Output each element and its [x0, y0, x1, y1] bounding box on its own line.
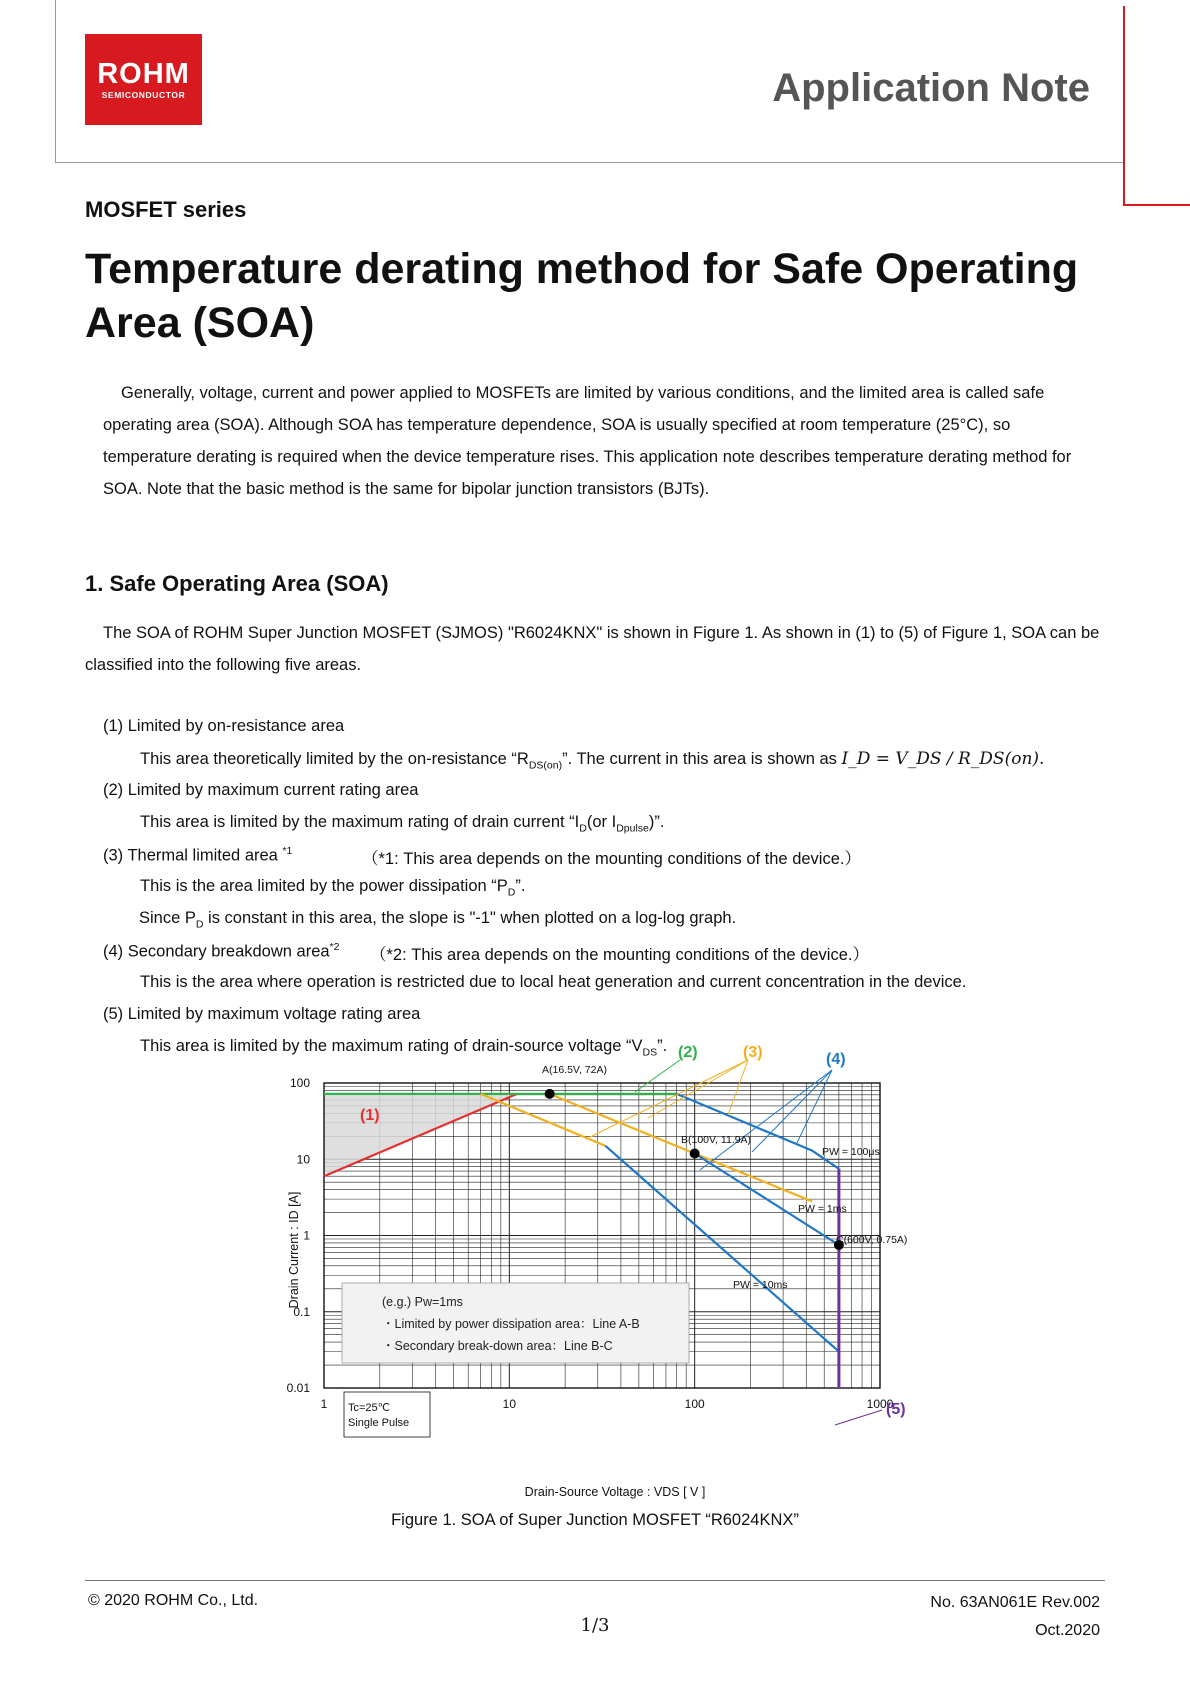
region-label-4: (4) — [826, 1051, 846, 1068]
footnote: （*2: This area depends on the mounting conditions of the device.） — [370, 946, 869, 964]
header-frame-line — [55, 0, 56, 163]
x-tick-label: 100 — [684, 1397, 705, 1411]
rohm-logo — [85, 34, 202, 125]
series-line-2 — [550, 1094, 813, 1202]
y-tick-label: 10 — [296, 1152, 310, 1167]
y-tick-label: 0.01 — [286, 1381, 310, 1395]
on-resistance-formula: I_D = V_DS / R_DS(on). — [841, 749, 1045, 769]
intro-paragraph: Generally, voltage, current and power applied to MOSFETs are limited by various conditions, and the limited area is called safe operating area (SOA). Although SOA has temperature dependence, SOA is usually specified at room temperature (25°C), so temperature derating is required when the device temperature rises. This application note describes temperature derating method for SOA. Note that the basic method is the same for bipolar junction transistors (BJTs). — [103, 384, 1072, 498]
red-accent-line — [1123, 204, 1190, 206]
x-tick-label: 10 — [502, 1397, 517, 1411]
list-item-title: (5) Limited by maximum voltage rating area — [103, 1005, 421, 1023]
y-axis-label: Drain Current : ID [A] — [287, 1191, 301, 1309]
callout-line — [796, 1070, 832, 1145]
example-line: (e.g.) Pw=1ms — [382, 1295, 463, 1309]
condition-line: Single Pulse — [348, 1417, 410, 1429]
point-b-label: B(100V, 11.9A) — [681, 1134, 752, 1146]
example-line: ・Secondary break-down area：Line B-C — [382, 1339, 613, 1353]
page-number: 1/3 — [580, 1615, 610, 1636]
pulse-label-100us: PW = 100μs — [822, 1146, 880, 1158]
list-item-desc: This area theoretically limited by the on-resistance “$R_{DS(on)}$”. The current in this area is shown as I_D = V_DS / R_DS(on). — [140, 749, 1045, 772]
test-conditions-box — [344, 1392, 430, 1437]
region-label-5: (5) — [886, 1401, 906, 1418]
callout-line — [590, 1060, 748, 1137]
example-annotation-box — [342, 1283, 689, 1363]
point-c-label: C(600V, 0.75A) — [836, 1234, 908, 1246]
point-marker-a — [545, 1089, 555, 1099]
point-a-label: A(16.5V, 72A) — [542, 1064, 607, 1076]
point-marker-b — [690, 1148, 700, 1158]
callout-line — [648, 1060, 748, 1118]
x-axis-label: Drain-Source Voltage : VDS [ V ] — [524, 1485, 706, 1499]
callout-line — [635, 1060, 680, 1092]
example-line: ・Limited by power dissipation area：Line A-B — [382, 1317, 640, 1331]
red-accent-line — [1123, 6, 1125, 206]
list-item-desc: This is the area where operation is restricted due to local heat generation and current concentration in the device. — [140, 973, 967, 991]
list-item-title: (3) Thermal limited area $^{*1}$ — [103, 845, 293, 865]
callout-line — [700, 1070, 832, 1170]
series-label: MOSFET series — [85, 197, 247, 222]
footnote: （*1: This area depends on the mounting conditions of the device.） — [362, 850, 861, 868]
copyright: © 2020 ROHM Co., Ltd. — [88, 1592, 259, 1609]
list-item-title: (2) Limited by maximum current rating area — [103, 781, 419, 799]
list-item-desc: Since $P_D$ is constant in this area, the slope is "-1" when plotted on a log-log graph. — [139, 909, 737, 931]
region-label-1: (1) — [360, 1107, 380, 1124]
footer-divider — [85, 1580, 1105, 1581]
region-label-3: (3) — [743, 1044, 763, 1061]
list-item-title: (1) Limited by on-resistance area — [103, 717, 345, 735]
pulse-label-1ms: PW = 1ms — [798, 1203, 847, 1215]
list-item-desc: This area is limited by the maximum rating of drain-source voltage “$V_{DS}$”. — [140, 1037, 668, 1059]
figure-caption: Figure 1. SOA of Super Junction MOSFET “R6024KNX” — [391, 1511, 799, 1529]
section-heading: 1. Safe Operating Area (SOA) — [85, 571, 389, 596]
list-item-title: (4) Secondary breakdown area$^{*2}$ — [103, 941, 340, 961]
list-item-desc: This area is limited by the maximum rating of drain current “$I_D(or$ $I_{Dpulse}$)”. — [140, 813, 665, 835]
logo-main-text: ROHM — [97, 58, 190, 90]
document-number: No. 63AN061E Rev.002 — [930, 1594, 1100, 1611]
document-type: Application Note — [772, 66, 1090, 110]
logo-sub-text: SEMICONDUCTOR — [101, 90, 186, 100]
page-title: Temperature derating method for Safe Operating Area (SOA) — [85, 245, 1079, 347]
series-line-3 — [481, 1094, 606, 1146]
section-body: The SOA of ROHM Super Junction MOSFET (SJMOS) "R6024KNX" is shown in Figure 1. As shown in (1) to (5) of Figure 1, SOA can be classified into the following five areas. — [85, 624, 1100, 674]
header-divider — [55, 162, 1123, 163]
condition-line: Tc=25℃ — [348, 1402, 391, 1414]
region-label-2: (2) — [678, 1044, 698, 1061]
pulse-label-10ms: PW = 10ms — [733, 1279, 788, 1291]
callout-line — [835, 1410, 882, 1425]
y-tick-label: 0.1 — [293, 1304, 310, 1319]
x-tick-label: 1000 — [866, 1397, 894, 1411]
y-tick-label: 1 — [303, 1228, 310, 1243]
document-date: Oct.2020 — [1035, 1622, 1100, 1639]
list-item-desc: This is the area limited by the power dissipation “$P_D$”. — [140, 877, 526, 899]
x-tick-label: 1 — [320, 1397, 328, 1411]
y-tick-label: 100 — [289, 1076, 310, 1090]
